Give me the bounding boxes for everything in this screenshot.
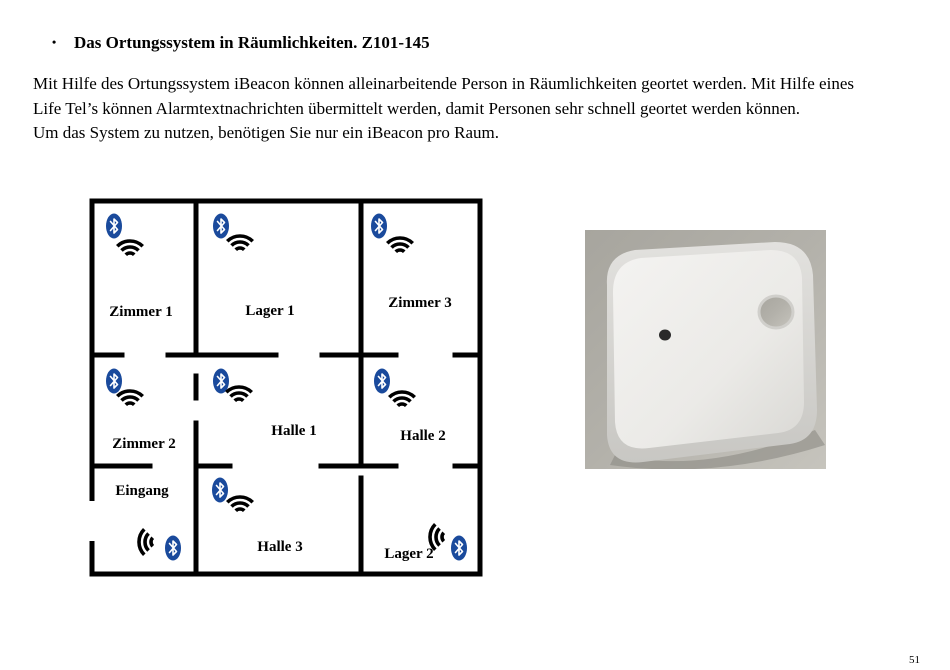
room-label: Halle 3 xyxy=(257,539,303,555)
wifi-signal-icon xyxy=(387,231,412,256)
bluetooth-icon xyxy=(451,536,467,561)
room-label: Lager 2 xyxy=(384,546,434,562)
wifi-signal-icon xyxy=(227,229,252,254)
wifi-signal-icon xyxy=(117,384,142,409)
ibeacon-device-photo xyxy=(585,230,826,469)
intro-paragraph xyxy=(33,72,933,146)
page-number: 51 xyxy=(909,654,920,666)
bluetooth-icon xyxy=(374,369,390,394)
entrance-gap xyxy=(86,501,97,541)
bluetooth-icon xyxy=(212,478,228,503)
floor-plan xyxy=(85,192,485,582)
room-label: Halle 1 xyxy=(271,423,317,439)
wifi-signal-icon xyxy=(389,385,414,410)
paragraph-line: Um das System zu nutzen, benötigen Sie nur ein iBeacon pro Raum. xyxy=(33,123,499,142)
wifi-signal-icon xyxy=(117,234,142,259)
bluetooth-icon xyxy=(165,536,181,561)
room-label: Zimmer 1 xyxy=(109,304,173,320)
bluetooth-icon xyxy=(106,214,122,239)
room-label: Lager 1 xyxy=(245,303,295,319)
bullet: • xyxy=(52,35,57,49)
paragraph-line: Mit Hilfe des Ortungssystem iBeacon können alleinarbeitende Person in Räumlichkeiten geortet werden. Mit Hilfe eines xyxy=(33,74,854,93)
room-label: Halle 2 xyxy=(400,428,446,444)
wifi-signal-icon xyxy=(227,490,252,515)
bluetooth-icon xyxy=(371,214,387,239)
walls xyxy=(92,201,480,574)
room-label: Zimmer 3 xyxy=(388,295,452,311)
room-label: Eingang xyxy=(115,483,169,499)
section-heading xyxy=(52,33,430,53)
paragraph-line: Life Tel’s können Alarmtextnachrichten übermittelt werden, damit Personen sehr schnell geortet werden können. xyxy=(33,98,801,118)
wifi-signal-icon xyxy=(226,380,251,405)
bluetooth-icon xyxy=(213,214,229,239)
heading-text: Das Ortungssystem in Räumlichkeiten. Z101-145 xyxy=(74,33,430,52)
wifi-signal-icon xyxy=(132,529,157,554)
bluetooth-icon xyxy=(106,369,122,394)
room-label: Zimmer 2 xyxy=(112,436,176,452)
